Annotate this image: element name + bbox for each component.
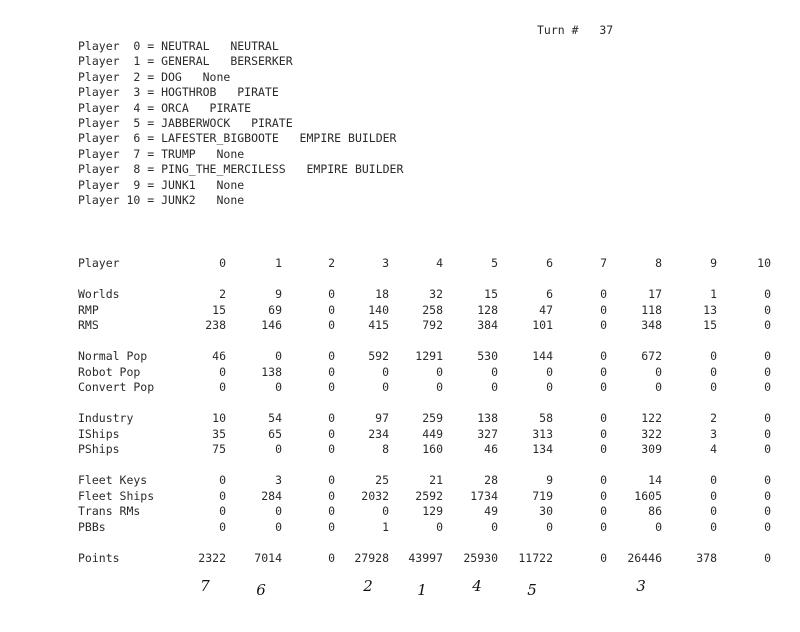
player-roster	[78, 39, 403, 208]
cell-value: 0	[328, 519, 335, 534]
row-label: IShips	[78, 426, 120, 441]
stat-row	[0, 551, 800, 567]
cell-value: 25930	[463, 550, 498, 565]
cell-value: 86	[648, 504, 662, 518]
cell-value: 0	[764, 411, 771, 425]
cell-value: 0	[436, 364, 443, 379]
cell-value: 0	[491, 380, 498, 394]
row-label: Fleet Keys	[78, 473, 148, 487]
cell-value: 0	[764, 442, 771, 456]
cell-value: 7014	[254, 550, 282, 565]
cell-value: 0	[328, 380, 335, 394]
handwritten-rank: 5	[527, 581, 537, 599]
player-line: Player 6 = LAFESTER_BIGBOOTE EMPIRE BUILDER	[78, 131, 397, 146]
handwritten-rank: 1	[417, 581, 427, 599]
cell-value: 2	[219, 287, 226, 301]
cell-value: 122	[641, 411, 662, 425]
cell-value: 128	[477, 302, 498, 317]
cell-value: 0	[710, 349, 717, 363]
cell-value: 28	[484, 473, 498, 487]
cell-value: 0	[600, 364, 607, 379]
cell-value: 0	[219, 504, 226, 518]
cell-value: 792	[422, 318, 443, 332]
cell-value: 672	[641, 349, 662, 363]
cell-value: 3	[382, 256, 389, 270]
row-label: RMP	[78, 302, 99, 317]
cell-value: 3	[275, 473, 282, 487]
cell-value: 322	[641, 426, 662, 441]
cell-value: 46	[212, 349, 226, 363]
cell-value: 8	[655, 256, 662, 270]
cell-value: 0	[328, 426, 335, 441]
row-label: Normal Pop	[78, 349, 148, 363]
cell-value: 10	[757, 256, 771, 270]
cell-value: 327	[477, 426, 498, 441]
player-line: Player 2 = DOG None	[78, 69, 231, 84]
stat-row	[0, 520, 800, 536]
turn-number: 37	[599, 23, 614, 37]
row-label: PBBs	[78, 519, 106, 534]
cell-value: 0	[710, 473, 717, 487]
cell-value: 146	[261, 318, 282, 332]
cell-value: 0	[764, 488, 771, 503]
cell-value: 138	[261, 364, 282, 379]
cell-value: 0	[764, 519, 771, 534]
cell-value: 0	[710, 504, 717, 518]
cell-value: 26446	[627, 550, 662, 565]
row-label: Convert Pop	[78, 380, 155, 394]
handwritten-rank: 4	[472, 577, 482, 595]
cell-value: 0	[328, 504, 335, 518]
cell-value: 32	[429, 287, 443, 301]
cell-value: 46	[484, 442, 498, 456]
row-label: Industry	[78, 411, 134, 425]
handwritten-ranks	[0, 577, 800, 601]
cell-value: 378	[696, 550, 717, 565]
cell-value: 0	[546, 364, 553, 379]
cell-value: 592	[368, 349, 389, 363]
cell-value: 0	[600, 349, 607, 363]
cell-value: 0	[764, 364, 771, 379]
handwritten-rank: 3	[636, 577, 646, 595]
cell-value: 144	[532, 349, 553, 363]
player-line: Player 9 = JUNK1 None	[78, 177, 245, 192]
cell-value: 0	[710, 364, 717, 379]
cell-value: 18	[375, 287, 389, 301]
cell-value: 17	[648, 287, 662, 301]
cell-value: 0	[219, 519, 226, 534]
stat-row	[0, 349, 800, 365]
player-line: Player 7 = TRUMP None	[78, 146, 245, 161]
cell-value: 65	[268, 426, 282, 441]
handwritten-rank: 2	[363, 577, 373, 595]
cell-value: 0	[764, 504, 771, 518]
row-label: Trans RMs	[78, 504, 141, 518]
cell-value: 0	[328, 473, 335, 487]
row-label: Fleet Ships	[78, 488, 155, 503]
cell-value: 3	[710, 426, 717, 441]
cell-value: 0	[764, 550, 771, 565]
cell-value: 10	[212, 411, 226, 425]
player-line: Player 0 = NEUTRAL NEUTRAL	[78, 39, 279, 53]
stat-row	[0, 442, 800, 458]
player-line: Player 1 = GENERAL BERSERKER	[78, 54, 293, 69]
row-spacer	[0, 334, 800, 350]
cell-value: 69	[268, 302, 282, 317]
row-label: Worlds	[78, 287, 120, 301]
cell-value: 15	[703, 318, 717, 332]
cell-value: 0	[219, 473, 226, 487]
cell-value: 58	[539, 411, 553, 425]
cell-value: 1	[710, 287, 717, 301]
cell-value: 30	[539, 504, 553, 518]
cell-value: 0	[764, 318, 771, 332]
stat-row	[0, 365, 800, 381]
cell-value: 75	[212, 442, 226, 456]
cell-value: 0	[655, 364, 662, 379]
cell-value: 2	[328, 256, 335, 270]
cell-value: 0	[275, 349, 282, 363]
cell-value: 118	[641, 302, 662, 317]
row-label: RMS	[78, 318, 99, 332]
row-label: Player	[78, 256, 120, 270]
stat-row	[0, 411, 800, 427]
cell-value: 0	[275, 442, 282, 456]
stat-row	[0, 318, 800, 334]
cell-value: 0	[600, 411, 607, 425]
row-spacer	[0, 396, 800, 412]
cell-value: 258	[422, 302, 443, 317]
header-row	[0, 256, 800, 272]
cell-value: 8	[382, 442, 389, 456]
row-label: Points	[78, 550, 120, 565]
cell-value: 35	[212, 426, 226, 441]
cell-value: 238	[205, 318, 226, 332]
cell-value: 2032	[361, 488, 389, 503]
cell-value: 9	[275, 287, 282, 301]
cell-value: 0	[275, 519, 282, 534]
cell-value: 0	[546, 519, 553, 534]
cell-value: 0	[764, 380, 771, 394]
stat-row	[0, 380, 800, 396]
cell-value: 0	[382, 504, 389, 518]
stats-table	[0, 256, 800, 566]
cell-value: 43997	[408, 550, 443, 565]
cell-value: 0	[600, 426, 607, 441]
cell-value: 15	[212, 302, 226, 317]
cell-value: 0	[328, 302, 335, 317]
cell-value: 27928	[354, 550, 389, 565]
cell-value: 0	[764, 287, 771, 301]
handwritten-rank: 7	[200, 577, 210, 595]
cell-value: 47	[539, 302, 553, 317]
cell-value: 0	[600, 488, 607, 503]
cell-value: 1	[382, 519, 389, 534]
turn-indicator	[537, 23, 613, 37]
cell-value: 0	[710, 519, 717, 534]
cell-value: 415	[368, 318, 389, 332]
cell-value: 0	[219, 380, 226, 394]
cell-value: 138	[477, 411, 498, 425]
cell-value: 0	[382, 364, 389, 379]
cell-value: 0	[600, 442, 607, 456]
stat-row	[0, 287, 800, 303]
player-line: Player 8 = PING_THE_MERCILESS EMPIRE BUILDER	[78, 162, 404, 177]
cell-value: 0	[275, 504, 282, 518]
cell-value: 0	[600, 287, 607, 301]
cell-value: 0	[328, 488, 335, 503]
cell-value: 0	[382, 380, 389, 394]
cell-value: 0	[219, 256, 226, 270]
cell-value: 4	[436, 256, 443, 270]
cell-value: 0	[328, 318, 335, 332]
cell-value: 0	[328, 364, 335, 379]
stat-row	[0, 504, 800, 520]
cell-value: 0	[710, 488, 717, 503]
cell-value: 0	[764, 426, 771, 441]
player-line: Player 3 = HOGTHROB PIRATE	[78, 85, 279, 100]
cell-value: 129	[422, 504, 443, 518]
cell-value: 0	[600, 519, 607, 534]
cell-value: 1291	[415, 349, 443, 363]
cell-value: 140	[368, 302, 389, 317]
cell-value: 719	[532, 488, 553, 503]
cell-value: 6	[546, 256, 553, 270]
cell-value: 5	[491, 256, 498, 270]
cell-value: 9	[546, 473, 553, 487]
cell-value: 0	[328, 287, 335, 301]
cell-value: 0	[600, 302, 607, 317]
cell-value: 0	[600, 318, 607, 332]
cell-value: 134	[532, 442, 553, 456]
cell-value: 0	[491, 519, 498, 534]
cell-value: 348	[641, 318, 662, 332]
cell-value: 0	[328, 550, 335, 565]
stat-row	[0, 489, 800, 505]
cell-value: 313	[532, 426, 553, 441]
cell-value: 13	[703, 302, 717, 317]
cell-value: 449	[422, 426, 443, 441]
cell-value: 259	[422, 411, 443, 425]
cell-value: 0	[491, 364, 498, 379]
stat-row	[0, 427, 800, 443]
cell-value: 49	[484, 504, 498, 518]
cell-value: 1	[275, 256, 282, 270]
cell-value: 0	[655, 519, 662, 534]
row-spacer	[0, 272, 800, 288]
cell-value: 97	[375, 411, 389, 425]
player-line: Player 4 = ORCA PIRATE	[78, 100, 252, 115]
row-label: PShips	[78, 442, 120, 456]
cell-value: 6	[546, 287, 553, 301]
cell-value: 0	[764, 473, 771, 487]
stat-row	[0, 303, 800, 319]
cell-value: 0	[275, 380, 282, 394]
stat-row	[0, 473, 800, 489]
row-label: Robot Pop	[78, 364, 141, 379]
cell-value: 0	[328, 442, 335, 456]
cell-value: 21	[429, 473, 443, 487]
row-spacer	[0, 535, 800, 551]
cell-value: 0	[600, 473, 607, 487]
row-spacer	[0, 458, 800, 474]
cell-value: 0	[764, 349, 771, 363]
cell-value: 1605	[634, 488, 662, 503]
cell-value: 234	[368, 426, 389, 441]
cell-value: 284	[261, 488, 282, 503]
cell-value: 0	[655, 380, 662, 394]
cell-value: 14	[648, 473, 662, 487]
cell-value: 1734	[470, 488, 498, 503]
cell-value: 4	[710, 442, 717, 456]
cell-value: 530	[477, 349, 498, 363]
cell-value: 0	[219, 488, 226, 503]
cell-value: 15	[484, 287, 498, 301]
cell-value: 0	[436, 519, 443, 534]
cell-value: 0	[328, 349, 335, 363]
cell-value: 11722	[518, 550, 553, 565]
cell-value: 7	[600, 256, 607, 270]
handwritten-rank: 6	[256, 581, 266, 599]
cell-value: 0	[436, 380, 443, 394]
cell-value: 384	[477, 318, 498, 332]
cell-value: 0	[328, 411, 335, 425]
cell-value: 2	[710, 411, 717, 425]
cell-value: 0	[219, 364, 226, 379]
cell-value: 0	[600, 550, 607, 565]
cell-value: 9	[710, 256, 717, 270]
cell-value: 2592	[415, 488, 443, 503]
cell-value: 2322	[198, 550, 226, 565]
cell-value: 0	[600, 504, 607, 518]
cell-value: 0	[710, 380, 717, 394]
player-line: Player 10 = JUNK2 None	[78, 192, 245, 207]
cell-value: 0	[764, 302, 771, 317]
cell-value: 25	[375, 473, 389, 487]
cell-value: 160	[422, 442, 443, 456]
player-line: Player 5 = JABBERWOCK PIRATE	[78, 115, 293, 130]
cell-value: 101	[532, 318, 553, 332]
cell-value: 54	[268, 411, 282, 425]
cell-value: 309	[641, 442, 662, 456]
cell-value: 0	[546, 380, 553, 394]
turn-label: Turn #	[537, 23, 579, 37]
cell-value: 0	[600, 380, 607, 394]
